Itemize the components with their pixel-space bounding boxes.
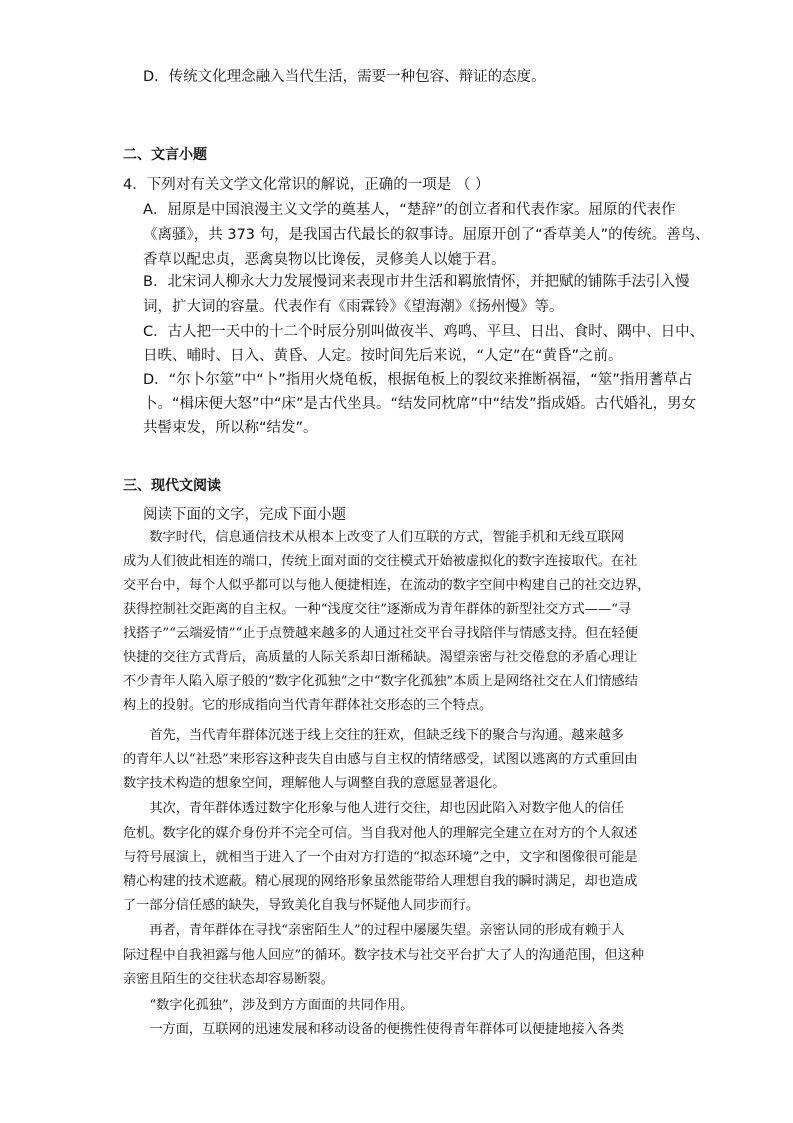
- passage-line: 精心构建的技术遮蔽。精心展现的网络形象虽然能带给人理想自我的瞬时满足，却也造成: [123, 874, 638, 889]
- passage-line: 数字技术构造的想象空间，理解他人与调整自我的意愿显著退化。: [123, 776, 506, 791]
- passage-line: 与符号展演上，就相当于进入了一个由对方打造的“拟态环境”之中，文字和图像很可能是: [123, 850, 638, 865]
- option-d-line: D．“尔卜尔筮”中“卜”指用火烧龟板，根据龟板上的裂纹来推断祸福，“筮”指用蓍草占: [143, 372, 693, 388]
- passage-line: 的青年人以“社恐”来形容这种丧失自由感与自主权的情绪感受，试图以逃离的方式重回由: [123, 752, 638, 767]
- question-4: 4．下列对有关文学文化常识的解说，正确的一项是 （ ）: [123, 177, 490, 193]
- passage-line: 快捷的交往方式背后，高质量的人际关系却日渐稀缺。渴望亲密与社交倦怠的矛盾心理让: [123, 650, 638, 665]
- passage-line: 交平台中，每个人似乎都可以与他人便捷相连，在流动的数字空间中构建自己的社交边界，: [123, 578, 651, 593]
- passage-line: 构上的投射。它的形成指向当代青年群体社交形态的三个特点。: [123, 698, 493, 713]
- passage-line: 不少青年人陷入原子般的“数字化孤独”之中“数字化孤独”本质上是网络社交在人们情感结: [123, 674, 638, 689]
- passage-line: 数字时代，信息通信技术从根本上改变了人们互联的方式，智能手机和无线互联网: [123, 530, 625, 545]
- passage-line: “数字化孤独”，涉及到方方面面的共同作用。: [123, 998, 414, 1013]
- option-b-line: 词，扩大词的容量。代表作有《雨霖铃》《望海潮》《扬州慢》等。: [143, 299, 564, 315]
- section3-heading: 三、现代文阅读: [123, 478, 221, 494]
- passage-line: 再者，青年群体在寻找“亲密陌生人”的过程中屡屡失望。亲密认同的形成有赖于人: [123, 923, 625, 938]
- passage-line: 了一部分信任感的缺失，导致美化自我与怀疑他人同步而行。: [123, 898, 480, 913]
- passage-line: 首先，当代青年群体沉迷于线上交往的狂欢，但缺乏线下的聚合与沟通。越来越多: [123, 728, 625, 743]
- passage-line: 亲密且陌生的交往状态却容易断裂。: [123, 972, 334, 987]
- option-d-line: 卜。“楫床便大怒”中“床”是古代坐具。“结发同枕席”中“结发”指成婚。古代婚礼，男女: [143, 396, 697, 412]
- option-d-line: 共髻束发，所以称“结发”。: [143, 420, 318, 436]
- option-a-line: A．屈原是中国浪漫主义文学的奠基人，“楚辞”的创立者和代表作家。屈原的代表作: [143, 202, 676, 218]
- reading-intro: 阅读下面的文字，完成下面小题: [143, 507, 346, 523]
- option-b-line: B．北宋词人柳永大力发展慢词来表现市井生活和羁旅情怀，并把赋的铺陈手法引入慢: [143, 274, 690, 290]
- passage-line: 危机。数字化的媒介身份并不完全可信。当自我对他人的理解完全建立在对方的个人叙述: [123, 826, 638, 841]
- passage-line: 其次，青年群体透过数字化形象与他人进行交往，却也因此陷入对数字他人的信任: [123, 801, 625, 816]
- q3-option-d: D．传统文化理念融入当代生活，需要一种包容、辩证的态度。: [143, 69, 546, 85]
- passage-line: 成为人们彼此相连的端口，传统上面对面的交往模式开始被虚拟化的数字连接取代。在社: [123, 554, 638, 569]
- option-a-line: 《离骚》，共 373 句，是我国古代最长的叙事诗。屈原开创了“香草美人”的传统。善鸟、: [143, 227, 710, 243]
- section2-heading: 二、文言小题: [123, 147, 207, 163]
- passage-line: 获得控制社交距离的自主权。一种“浅度交往”逐渐成为青年群体的新型社交方式——“寻: [123, 602, 632, 617]
- passage-line: 找搭子”“云端爱情”“止于点赞越来越多的人通过社交平台寻找陪伴与情感支持。但在轻便: [123, 626, 638, 641]
- option-c-line: 日昳、晡时、日入、黄昏、人定。按时间先后来说，“人定”在“黄昏”之前。: [143, 348, 623, 364]
- option-a-line: 香草以配忠贞，恶禽臭物以比谗佞，灵修美人以媲于君。: [143, 252, 506, 268]
- passage-line: 际过程中自我袒露与他人回应”的循环。数字技术与社交平台扩大了人的沟通范围，但这种: [123, 948, 645, 963]
- passage-line: 一方面，互联网的迅速发展和移动设备的便携性使得青年群体可以便捷地接入各类: [123, 1022, 625, 1037]
- option-c-line: C．古人把一天中的十二个时辰分别叫做夜半、鸡鸣、平旦、日出、食时、隅中、日中、: [143, 324, 705, 340]
